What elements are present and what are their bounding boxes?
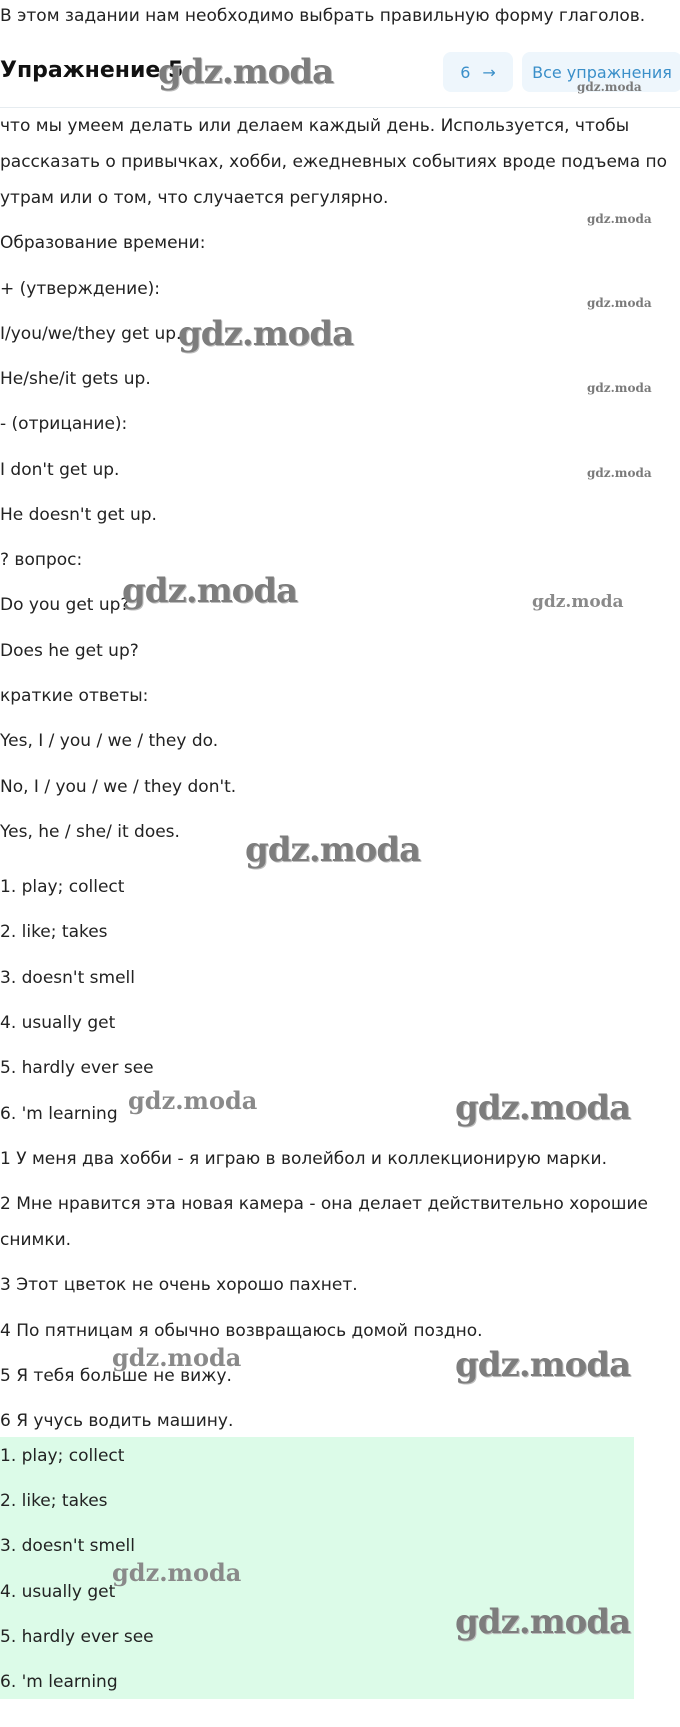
watermark-logo: gdz.moda (577, 80, 642, 94)
intro-text: В этом задании нам необходимо выбрать правильную форму глаголов. (0, 6, 646, 26)
explanation-line: что мы умеем делать или делаем каждый день. Используется, чтобы (0, 116, 630, 136)
example-line: No, I / you / we / they don't. (0, 777, 237, 797)
example-line: I don't get up. (0, 460, 120, 480)
answer-box-item: 4. usually get (0, 1582, 116, 1602)
explanation-line: утрам или о том, что случается регулярно. (0, 188, 389, 208)
translation-line: 3 Этот цветок не очень хорошо пахнет. (0, 1275, 358, 1295)
answer-box-item: 3. doesn't smell (0, 1536, 135, 1556)
example-line: Yes, he / she/ it does. (0, 822, 180, 842)
watermark-logo: gdz.moda (587, 381, 652, 395)
watermark-logo: gdz.moda (112, 1343, 242, 1372)
answer-box-item: 2. like; takes (0, 1491, 108, 1511)
answer-item: 1. play; collect (0, 877, 125, 897)
watermark-logo: gdz.moda (587, 212, 652, 226)
answer-item: 5. hardly ever see (0, 1058, 154, 1078)
answer-box (0, 1437, 634, 1699)
question-heading: ? вопрос: (0, 550, 83, 570)
watermark-logo: gdz.moda (128, 1086, 258, 1115)
short-answers-heading: краткие ответы: (0, 686, 149, 706)
exercise-title: Упражнение 5 (0, 58, 184, 83)
example-line: Do you get up? (0, 595, 130, 615)
answer-item: 4. usually get (0, 1013, 116, 1033)
affirmative-heading: + (утверждение): (0, 279, 161, 299)
example-line: He/she/it gets up. (0, 369, 151, 389)
watermark-logo: gdz.moda (455, 1088, 631, 1128)
translation-line: 1 У меня два хобби - я играю в волейбол и коллекционирую марки. (0, 1149, 608, 1169)
next-exercise-button[interactable] (443, 52, 513, 92)
formation-heading: Образование времени: (0, 233, 206, 253)
all-exercises-button[interactable]: Все упражнения (522, 52, 680, 92)
answer-item: 6. 'm learning (0, 1104, 118, 1124)
watermark-logo: gdz.moda (178, 314, 354, 354)
watermark-logo: gdz.moda (455, 1345, 631, 1385)
translation-line: 5 Я тебя больше не вижу. (0, 1366, 232, 1386)
example-line: He doesn't get up. (0, 505, 157, 525)
watermark-logo: gdz.moda (112, 1558, 242, 1587)
watermark-logo: gdz.moda (587, 296, 652, 310)
arrow-right-icon: → (482, 62, 496, 82)
answer-item: 2. like; takes (0, 922, 108, 942)
watermark-logo: gdz.moda (532, 592, 624, 612)
watermark-logo: gdz.moda (122, 571, 298, 611)
watermark-logo: gdz.moda (158, 52, 334, 92)
translation-line: 2 Мне нравится эта новая камера - она делает действительно хорошие (0, 1194, 648, 1214)
explanation-line: рассказать о привычках, хобби, ежедневных событиях вроде подъема по (0, 152, 668, 172)
answer-box-item: 1. play; collect (0, 1446, 125, 1466)
watermark-logo: gdz.moda (587, 466, 652, 480)
answer-item: 3. doesn't smell (0, 968, 135, 988)
answer-box-item: 5. hardly ever see (0, 1627, 154, 1647)
watermark-logo: gdz.moda (245, 830, 421, 870)
translation-line: 4 По пятницам я обычно возвращаюсь домой поздно. (0, 1321, 483, 1341)
example-line: I/you/we/they get up. (0, 324, 182, 344)
header-divider (0, 107, 680, 108)
next-exercise-label: 6 (460, 62, 471, 82)
exercise-header (0, 46, 680, 106)
negative-heading: - (отрицание): (0, 414, 128, 434)
answer-box-item: 6. 'm learning (0, 1672, 118, 1692)
example-line: Yes, I / you / we / they do. (0, 731, 219, 751)
watermark-logo: gdz.moda (455, 1602, 631, 1642)
example-line: Does he get up? (0, 641, 139, 661)
translation-line: 6 Я учусь водить машину. (0, 1411, 234, 1431)
translation-line: снимки. (0, 1230, 72, 1250)
